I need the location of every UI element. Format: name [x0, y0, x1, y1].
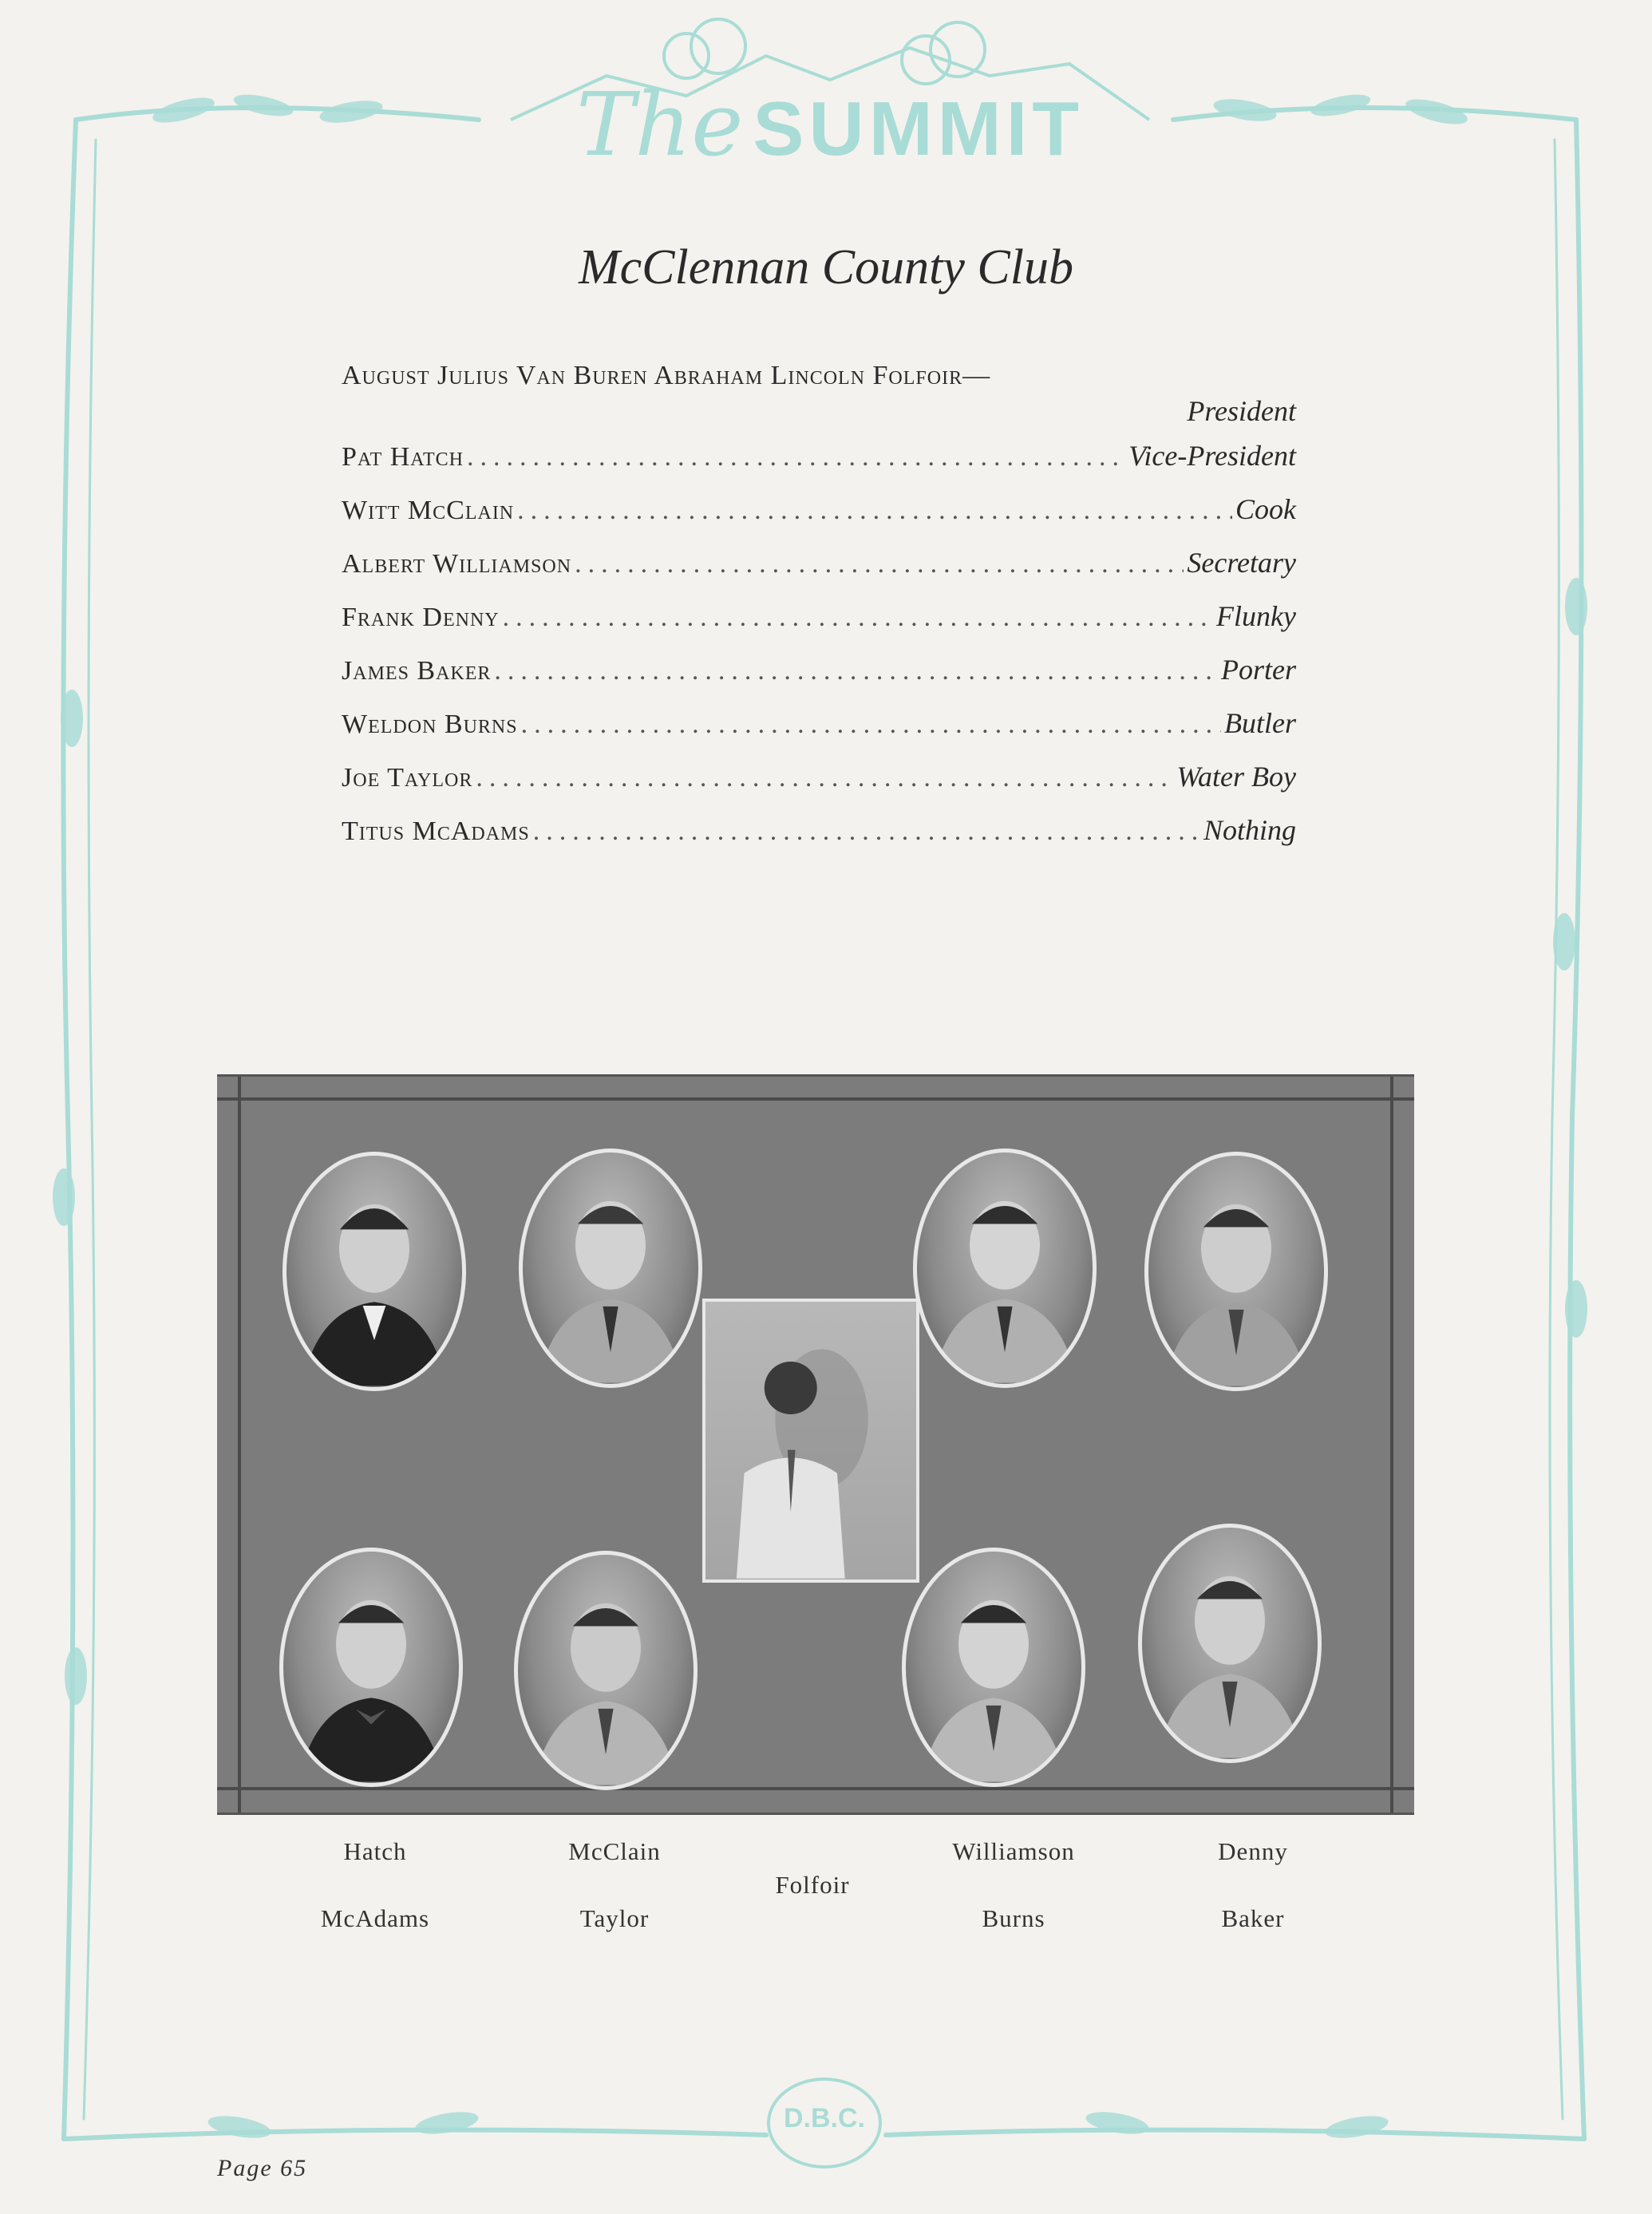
- officer-row: [342, 653, 1296, 706]
- officer-row: [342, 599, 1296, 653]
- officer-name: Witt McClain: [342, 496, 515, 525]
- officer-name: Weldon Burns: [342, 710, 518, 739]
- portrait-photo: [1138, 1524, 1322, 1763]
- caption-bottom-1: McAdams: [320, 1904, 430, 1932]
- masthead-script: The: [576, 73, 744, 176]
- officer-row: [342, 546, 1296, 599]
- leader-dots: [494, 656, 1218, 686]
- leader-dots: [575, 549, 1184, 579]
- officer-name: Pat Hatch: [342, 442, 464, 472]
- leader-dots: [517, 496, 1232, 526]
- officer-list: [342, 361, 1296, 867]
- masthead: [511, 73, 1149, 176]
- page-number: Page 65: [217, 2155, 308, 2181]
- officer-role: Nothing: [1203, 814, 1296, 846]
- footer-monogram: D.B.C.: [784, 2103, 865, 2133]
- leader-dots: [476, 763, 1173, 793]
- portrait-photo: [514, 1551, 698, 1790]
- caption-top-2: McClain: [568, 1837, 661, 1865]
- officer-role: Vice-President: [1128, 440, 1296, 472]
- photo-panel: [217, 1074, 1414, 1815]
- officer-name: Albert Williamson: [342, 549, 572, 579]
- portrait-photo: [902, 1548, 1085, 1787]
- officer-president-name: August Julius Van Buren Abraham Lincoln Folfoir—: [342, 361, 991, 390]
- officer-role: Cook: [1235, 493, 1296, 525]
- officer-role: Butler: [1224, 707, 1296, 739]
- leader-dots: [521, 710, 1221, 740]
- caption-top-4: Denny: [1218, 1837, 1288, 1865]
- portrait-photo: [519, 1149, 702, 1388]
- officer-role: Flunky: [1216, 600, 1296, 632]
- officer-role: Porter: [1221, 654, 1296, 686]
- officer-president-role: President: [1187, 395, 1296, 427]
- officer-name: James Baker: [342, 656, 492, 686]
- caption-center: Folfoir: [775, 1871, 850, 1899]
- leader-dots: [467, 442, 1125, 472]
- officer-name: Titus McAdams: [342, 816, 530, 846]
- portrait-photo: [1144, 1152, 1328, 1391]
- page-title: McClennan County Club: [579, 240, 1073, 295]
- caption-top-3: Williamson: [952, 1837, 1075, 1865]
- officer-row: [342, 813, 1296, 867]
- officer-name: Joe Taylor: [342, 763, 473, 793]
- portrait-photo: [913, 1149, 1097, 1388]
- caption-bottom-4: Baker: [1221, 1904, 1285, 1932]
- officer-role: Water Boy: [1176, 761, 1296, 793]
- caption-bottom-2: Taylor: [579, 1904, 650, 1932]
- leader-dots: [533, 816, 1200, 847]
- officer-role: Secretary: [1187, 547, 1296, 579]
- portrait-photo: [279, 1548, 463, 1787]
- masthead-caps: SUMMIT: [753, 86, 1084, 172]
- officer-name: Frank Denny: [342, 603, 500, 632]
- officer-row: [342, 760, 1296, 813]
- officer-row: [342, 492, 1296, 546]
- caption-top-1: Hatch: [343, 1837, 407, 1865]
- caption-bottom-3: Burns: [982, 1904, 1045, 1932]
- center-photo: [702, 1299, 919, 1583]
- officer-row: [342, 439, 1296, 492]
- leader-dots: [503, 603, 1213, 633]
- officer-row: [342, 706, 1296, 760]
- portrait-photo: [283, 1152, 466, 1391]
